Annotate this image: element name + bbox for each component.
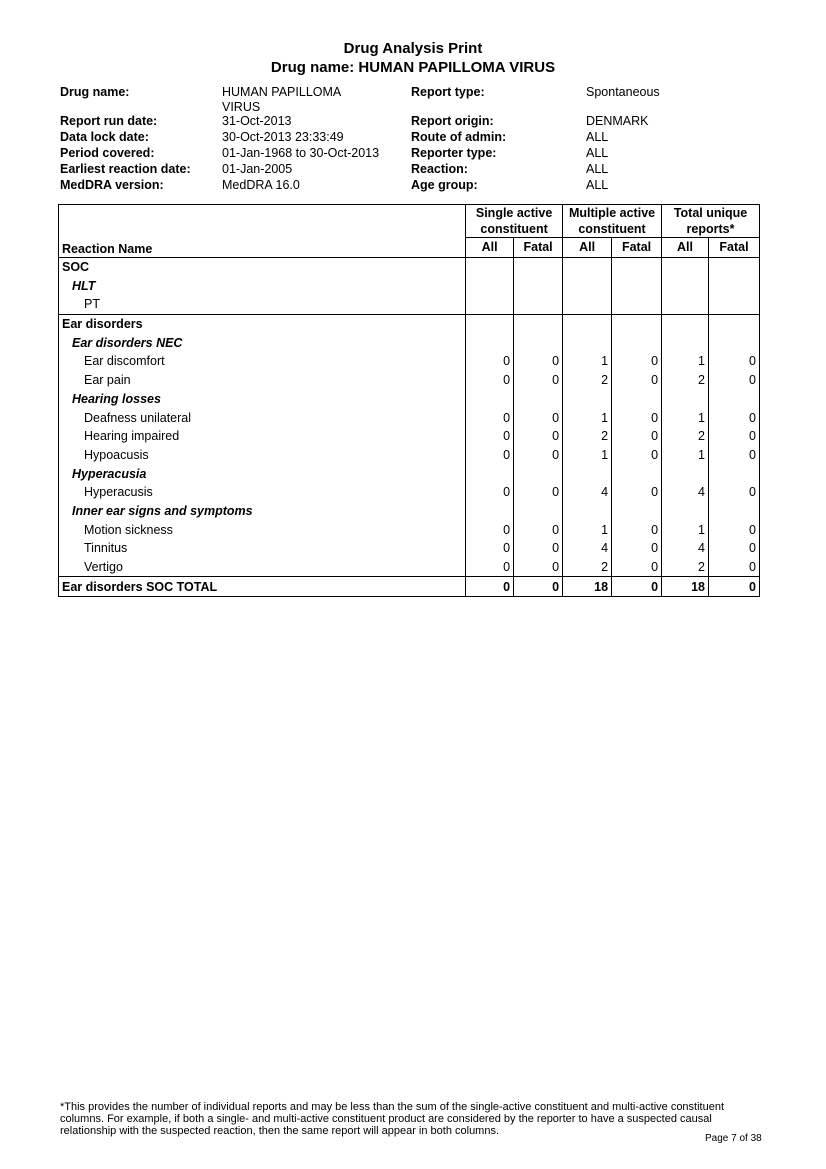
cell: 0 (708, 483, 759, 502)
drug-name-value-line1: HUMAN PAPILLOMA (222, 85, 342, 99)
table-row (59, 539, 760, 558)
table-row (59, 371, 760, 390)
cell: 2 (662, 558, 709, 577)
cell: 0 (514, 539, 563, 558)
pt-name: Hearing impaired (84, 429, 180, 444)
cell: 0 (708, 577, 759, 597)
report-origin-value: DENMARK (586, 114, 649, 128)
pt-name: Vertigo (84, 560, 123, 575)
report-run-date-label: Report run date: (60, 114, 158, 128)
pt-name: Ear pain (84, 373, 131, 388)
age-group-value: ALL (586, 178, 609, 192)
age-group-label: Age group: (411, 178, 478, 192)
legend-pt: PT (84, 297, 100, 312)
cell: 0 (514, 446, 563, 465)
cell: 2 (662, 371, 709, 390)
hlt-row (59, 502, 760, 521)
pt-name: Hyperacusis (84, 485, 153, 500)
hlt-name: Hearing losses (72, 391, 161, 406)
report-type-label: Report type: (411, 85, 485, 99)
report-type-value: Spontaneous (586, 85, 660, 99)
table-row (59, 408, 760, 427)
cell: 0 (466, 483, 514, 502)
cell: 0 (466, 446, 514, 465)
pt-name: Deafness unilateral (84, 410, 192, 425)
reaction-label: Reaction: (411, 162, 468, 176)
cell: 1 (662, 520, 709, 539)
data-lock-date-label: Data lock date: (60, 130, 149, 144)
group-total-line1: Total unique (673, 206, 748, 220)
legend-soc: SOC (62, 260, 90, 275)
meddra-value: MedDRA 16.0 (222, 178, 300, 192)
reporter-type-value: ALL (586, 146, 609, 160)
cell: 0 (514, 558, 563, 577)
cell: 0 (708, 558, 759, 577)
cell: 2 (563, 371, 612, 390)
sub-multiple-fatal: Fatal (612, 238, 662, 258)
table-row (59, 352, 760, 371)
hlt-name: Hyperacusia (72, 466, 147, 481)
table-row (59, 427, 760, 446)
table-row (59, 483, 760, 502)
hlt-row (59, 390, 760, 409)
reaction-value: ALL (586, 162, 609, 176)
cell: 4 (563, 539, 612, 558)
pt-name: Motion sickness (84, 522, 173, 537)
cell: 0 (466, 558, 514, 577)
cell: 0 (612, 446, 662, 465)
cell: 1 (563, 520, 612, 539)
cell: 1 (662, 408, 709, 427)
cell: 0 (612, 577, 662, 597)
cell: 0 (612, 483, 662, 502)
sub-single-fatal: Fatal (514, 238, 563, 258)
cell: 2 (662, 427, 709, 446)
total-row (59, 577, 760, 597)
cell: 0 (514, 352, 563, 371)
hlt-row (59, 464, 760, 483)
cell: 1 (563, 446, 612, 465)
col-reaction-name: Reaction Name (59, 205, 466, 258)
cell: 4 (662, 483, 709, 502)
drug-name-value (222, 85, 341, 115)
cell: 0 (466, 577, 514, 597)
cell: 0 (466, 520, 514, 539)
cell: 0 (708, 371, 759, 390)
group-single-line1: Single active (475, 206, 553, 220)
report-origin-label: Report origin: (411, 114, 494, 128)
table-row (59, 446, 760, 465)
table-row (59, 558, 760, 577)
cell: 0 (708, 446, 759, 465)
pt-name: Ear discomfort (84, 354, 165, 369)
cell: 0 (466, 371, 514, 390)
total-name: Ear disorders SOC TOTAL (62, 579, 218, 594)
cell: 0 (708, 427, 759, 446)
legend-row (59, 295, 760, 314)
cell: 2 (563, 558, 612, 577)
hlt-row (59, 333, 760, 352)
reaction-table (58, 204, 760, 597)
cell: 0 (514, 577, 563, 597)
page-subtitle: Drug name: HUMAN PAPILLOMA VIRUS (270, 59, 556, 76)
cell: 2 (563, 427, 612, 446)
cell: 0 (708, 352, 759, 371)
cell: 18 (563, 577, 612, 597)
group-total-line2: reports* (686, 222, 735, 236)
page-title: Drug Analysis Print (343, 40, 483, 57)
hlt-name: Inner ear signs and symptoms (72, 503, 253, 518)
drug-name-value-line2: VIRUS (222, 100, 261, 114)
cell: 0 (514, 408, 563, 427)
earliest-reaction-value: 01-Jan-2005 (222, 162, 293, 176)
sub-total-all: All (662, 238, 709, 258)
soc-name: Ear disorders (62, 317, 143, 332)
group-multiple-line1: Multiple active (568, 206, 656, 220)
cell: 0 (612, 408, 662, 427)
reporter-type-label: Reporter type: (411, 146, 497, 160)
footnote: *This provides the number of individual reports and may be less than the sum of the single-active constituent and multi-active constituent columns. For example, if both a single- and multi-active constituent product are considered by the reporter to have a suspected causal relationship with the suspected reaction, then the same report will appear in both columns. (60, 1101, 725, 1137)
page-number: Page 7 of 38 (705, 1133, 762, 1144)
cell: 0 (708, 520, 759, 539)
cell: 4 (563, 483, 612, 502)
group-single (466, 205, 563, 238)
cell: 0 (514, 520, 563, 539)
table-row (59, 520, 760, 539)
cell: 0 (612, 520, 662, 539)
cell: 1 (563, 408, 612, 427)
soc-row (59, 314, 760, 333)
route-value: ALL (586, 130, 609, 144)
cell: 0 (466, 539, 514, 558)
hlt-name: Ear disorders NEC (72, 335, 183, 350)
cell: 0 (612, 352, 662, 371)
cell: 1 (563, 352, 612, 371)
cell: 0 (466, 352, 514, 371)
pt-name: Hypoacusis (84, 447, 149, 462)
pt-name: Tinnitus (84, 541, 128, 556)
cell: 0 (514, 483, 563, 502)
cell: 0 (612, 558, 662, 577)
group-single-line2: constituent (480, 222, 548, 236)
meddra-label: MedDRA version: (60, 178, 164, 192)
period-value: 01-Jan-1968 to 30-Oct-2013 (222, 146, 380, 160)
cell: 0 (708, 539, 759, 558)
cell: 0 (466, 427, 514, 446)
report-run-date-value: 31-Oct-2013 (222, 114, 292, 128)
cell: 0 (612, 539, 662, 558)
legend-row (59, 257, 760, 276)
earliest-reaction-label: Earliest reaction date: (60, 162, 191, 176)
period-label: Period covered: (60, 146, 155, 160)
sub-total-fatal: Fatal (708, 238, 759, 258)
sub-single-all: All (466, 238, 514, 258)
cell: 0 (466, 408, 514, 427)
route-label: Route of admin: (411, 130, 507, 144)
legend-hlt: HLT (72, 278, 96, 293)
cell: 18 (662, 577, 709, 597)
cell: 1 (662, 446, 709, 465)
group-total (662, 205, 760, 238)
cell: 0 (708, 408, 759, 427)
drug-name-label: Drug name: (60, 85, 130, 99)
cell: 0 (612, 371, 662, 390)
cell: 4 (662, 539, 709, 558)
legend-row (59, 276, 760, 295)
cell: 0 (514, 371, 563, 390)
cell: 1 (662, 352, 709, 371)
group-multiple-line2: constituent (578, 222, 646, 236)
cell: 0 (612, 427, 662, 446)
data-lock-date-value: 30-Oct-2013 23:33:49 (222, 130, 344, 144)
cell: 0 (514, 427, 563, 446)
group-multiple (563, 205, 662, 238)
sub-multiple-all: All (563, 238, 612, 258)
